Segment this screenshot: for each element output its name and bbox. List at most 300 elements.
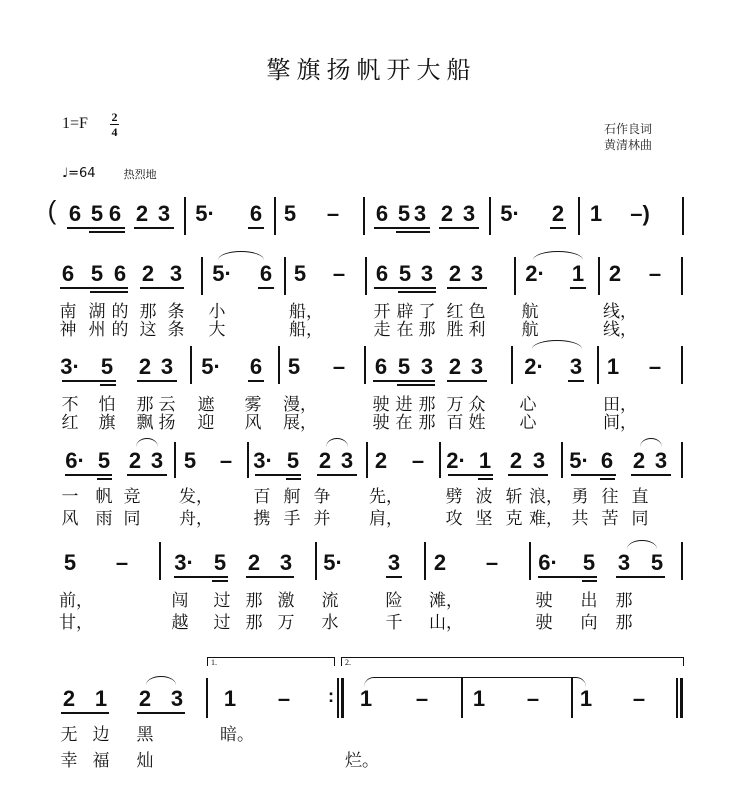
lyric: 千 (385, 613, 403, 633)
lyric: 闯 (171, 591, 189, 611)
expression-mark: 热烈地 (123, 168, 157, 181)
lyric: 坚 (475, 509, 493, 529)
underline (447, 287, 487, 289)
note: 3 (160, 354, 174, 379)
bar-line (424, 542, 426, 580)
note: 2 (138, 354, 152, 379)
underline (60, 287, 128, 289)
lyric: 苦 (601, 509, 619, 529)
underline (373, 380, 435, 382)
bar-line (681, 346, 683, 384)
note: 5· (195, 201, 215, 226)
score-system-intro (0, 195, 743, 240)
note: 2 (318, 448, 332, 473)
lyric: 遮 (197, 395, 215, 415)
lyric: 利 (468, 320, 486, 340)
note: – (219, 448, 233, 473)
lyric: 驶 (535, 591, 553, 611)
underline (97, 478, 112, 480)
note: 5 (283, 201, 297, 226)
time-signature (110, 111, 119, 138)
credits (604, 121, 652, 153)
note: 1 (579, 686, 593, 711)
lyric: 越 (171, 613, 189, 633)
volta-label: 1. (211, 658, 217, 667)
lyric: 竞 (123, 487, 141, 507)
bar-line (274, 197, 276, 235)
lyric: 线， (603, 302, 637, 322)
volta-label: 2. (345, 658, 351, 667)
lyric: 进 (395, 395, 413, 415)
note: 6 (374, 354, 388, 379)
key-signature: 1=F (62, 115, 88, 132)
note: 3 (413, 201, 427, 226)
note: 3 (340, 448, 354, 473)
note: – (326, 201, 340, 226)
note: 2 (141, 261, 155, 286)
note: 5 (397, 201, 411, 226)
note: 5· (212, 261, 232, 286)
note: 5 (213, 550, 227, 575)
score-system-3 (0, 428, 743, 529)
note: 6 (375, 201, 389, 226)
lyricist: 石作良词 (604, 122, 653, 136)
note: 3 (169, 261, 183, 286)
score-system-5 (0, 650, 743, 780)
underline (248, 380, 264, 382)
note: 6 (108, 201, 122, 226)
bar-line (247, 442, 249, 478)
bar-line (681, 542, 683, 580)
slur (136, 438, 158, 447)
lyric: 前， (59, 591, 93, 611)
note: 2 (128, 448, 142, 473)
note: 6 (113, 261, 127, 286)
underline (374, 287, 436, 289)
slur (627, 540, 657, 549)
lyric: 间， (603, 413, 637, 433)
lyric: 心 (519, 413, 537, 433)
lyric: 漫， (283, 395, 317, 415)
lyric: 攻 (445, 509, 463, 529)
lyric: 山， (429, 613, 463, 633)
underline (616, 576, 665, 578)
note: 3· (60, 354, 80, 379)
note: 2 (247, 550, 261, 575)
bar-line (571, 678, 573, 718)
lyric: 滩， (429, 591, 463, 611)
underline (631, 474, 671, 476)
note: 6 (375, 261, 389, 286)
lyric: 直 (631, 487, 649, 507)
bar-line (681, 442, 683, 478)
underline (286, 478, 301, 480)
lyric: 同 (631, 509, 649, 529)
bar-line (284, 257, 286, 295)
lyric: 险 (385, 591, 403, 611)
lyric: 驶 (535, 613, 553, 633)
lyric: 暗。 (220, 725, 254, 745)
note: 5 (63, 550, 77, 575)
note: 5· (500, 201, 520, 226)
bar-line (190, 346, 192, 384)
final-bar-line (676, 678, 678, 718)
underline (478, 478, 493, 480)
note: 2· (524, 354, 544, 379)
note: 2 (62, 686, 76, 711)
lyric: 色 (468, 302, 486, 322)
note: 5 (90, 201, 104, 226)
bar-line (682, 197, 684, 235)
bar-line (561, 442, 563, 478)
underline (447, 380, 487, 382)
note: – (485, 550, 499, 575)
bar-line (439, 442, 441, 478)
note: 1 (359, 686, 373, 711)
lyric: 雾 (244, 395, 262, 415)
note: 1 (571, 261, 585, 286)
underline (571, 474, 616, 476)
lyric: 了 (418, 302, 436, 322)
lyric: 田， (603, 395, 637, 415)
note: 2· (446, 448, 466, 473)
lyric: 那 (615, 613, 633, 633)
lyric: 那 (245, 591, 263, 611)
underline (397, 384, 435, 386)
lyric: 云 (158, 395, 176, 415)
note: 5 (286, 448, 300, 473)
note: 5· (323, 550, 343, 575)
note: 3 (470, 261, 484, 286)
note: 5· (569, 448, 589, 473)
note: 3 (569, 354, 583, 379)
lyric: 勇 (571, 487, 589, 507)
underline (140, 287, 184, 289)
lyric: 肩， (369, 509, 403, 529)
underline (67, 227, 125, 229)
note: 2 (433, 550, 447, 575)
lyric: 的 (111, 320, 129, 340)
underline (61, 712, 109, 714)
volta-bracket-2 (341, 657, 684, 666)
underline (550, 227, 566, 229)
lyric: 驶 (372, 413, 390, 433)
note: 5 (397, 354, 411, 379)
note: 1 (223, 686, 237, 711)
note: 2 (135, 201, 149, 226)
note: 2 (448, 354, 462, 379)
lyric: 边 (92, 725, 110, 745)
lyric: 开 (373, 302, 391, 322)
note: 3 (617, 550, 631, 575)
time-numerator: 2 (111, 110, 118, 124)
note: 3 (654, 448, 668, 473)
lyric: 风 (61, 509, 79, 529)
lyric: 烂。 (345, 751, 379, 771)
slur (146, 676, 176, 685)
underline (174, 576, 228, 578)
lyric: 浪， (529, 487, 563, 507)
slur (532, 340, 582, 349)
note: 5 (650, 550, 664, 575)
note: 1 (606, 354, 620, 379)
lyric: 往 (601, 487, 619, 507)
lyric: 过 (213, 591, 231, 611)
underline (448, 474, 493, 476)
underline (137, 380, 177, 382)
underline (568, 380, 584, 382)
underline (212, 580, 228, 582)
lyric: 红 (61, 413, 79, 433)
underline (570, 287, 586, 289)
bar-line (597, 346, 599, 384)
lyric: 飘 (136, 413, 154, 433)
lyric: 劈 (445, 487, 463, 507)
lyric: 怕 (98, 395, 116, 415)
note: 5 (183, 448, 197, 473)
bar-line (206, 678, 208, 718)
note: 3· (253, 448, 273, 473)
bar-line (174, 442, 176, 478)
lyric: 斩 (505, 487, 523, 507)
score-system-2 (0, 340, 743, 433)
note: 6 (61, 261, 75, 286)
note: 1 (589, 201, 603, 226)
lyric: 红 (446, 302, 464, 322)
lyric: 过 (213, 613, 231, 633)
note: 6 (600, 448, 614, 473)
note: 2 (138, 686, 152, 711)
lyric: 出 (580, 591, 598, 611)
lyric: 航 (521, 302, 539, 322)
note: 1 (478, 448, 492, 473)
note: 5 (287, 354, 301, 379)
lyric: 在 (395, 413, 413, 433)
lyric: 姓 (468, 413, 486, 433)
lyric: 万 (446, 395, 464, 415)
lyric: 湖 (88, 302, 106, 322)
lyric: 那 (615, 591, 633, 611)
lyric: 福 (92, 751, 110, 771)
lyric: 展， (283, 413, 317, 433)
bar-line (511, 346, 513, 384)
note: 3 (157, 201, 171, 226)
underline (127, 474, 167, 476)
note: 5 (90, 261, 104, 286)
lyric: 一 (61, 487, 79, 507)
underline (374, 227, 430, 229)
bar-line (278, 346, 280, 384)
lyric: 那 (418, 395, 436, 415)
underline (396, 231, 430, 233)
lyric: 百 (446, 413, 464, 433)
note: 5 (398, 261, 412, 286)
note: 2 (448, 261, 462, 286)
lyric: 向 (580, 613, 598, 633)
lyric: 发， (179, 487, 213, 507)
underline (317, 474, 357, 476)
note: 3 (387, 550, 401, 575)
lyric: 条 (167, 320, 185, 340)
lyric: 线， (603, 320, 637, 340)
lyric: 小 (208, 302, 226, 322)
note: 1 (472, 686, 486, 711)
lyric: 帆 (95, 487, 113, 507)
lyric: 风 (244, 413, 262, 433)
note: 5 (97, 448, 111, 473)
note: 6 (249, 201, 263, 226)
underline (439, 227, 479, 229)
lyric: 船， (289, 302, 323, 322)
underline (89, 231, 125, 233)
lyric: 同 (123, 509, 141, 529)
lyric: 万 (277, 613, 295, 633)
lyric: 神 (59, 320, 77, 340)
note: – (332, 261, 346, 286)
lyric: 驶 (372, 395, 390, 415)
lyric: 扬 (158, 413, 176, 433)
lyric: 那 (136, 395, 154, 415)
lyric: 先， (369, 487, 403, 507)
lyric: 水 (321, 613, 339, 633)
note: – (415, 686, 429, 711)
note: 6· (538, 550, 558, 575)
note: 2 (551, 201, 565, 226)
open-paren: ( (47, 195, 57, 225)
bar-line (529, 542, 531, 580)
note: 1 (94, 686, 108, 711)
note: 2 (632, 448, 646, 473)
underline (90, 291, 128, 293)
bar-line (201, 257, 203, 295)
lyric: 条 (167, 302, 185, 322)
lyric: 舟， (179, 509, 213, 529)
lyric: 的 (111, 302, 129, 322)
lyric: 那 (245, 613, 263, 633)
lyric: 幸 (60, 751, 78, 771)
lyric: 船， (289, 320, 323, 340)
volta-bracket-1 (207, 657, 335, 666)
time-denominator: 4 (111, 125, 118, 139)
bar-line (365, 257, 367, 295)
lyric: 共 (571, 509, 589, 529)
bar-line (366, 442, 368, 478)
underline (246, 576, 294, 578)
slur (533, 251, 583, 260)
final-bar-line (680, 678, 683, 718)
lyric: 克 (505, 509, 523, 529)
lyric: 甘， (59, 613, 93, 633)
lyric: 大 (208, 320, 226, 340)
underline (137, 712, 185, 714)
underline (582, 580, 597, 582)
note: 3 (170, 686, 184, 711)
lyric: 难， (529, 509, 563, 529)
lyric: 州 (88, 320, 106, 340)
repeat-dots: : (328, 686, 334, 706)
note: – (632, 686, 646, 711)
underline (65, 474, 112, 476)
note: 3 (470, 354, 484, 379)
bar-line (489, 197, 491, 235)
lyric: 辟 (396, 302, 414, 322)
bar-line (315, 542, 317, 580)
note: 3 (420, 261, 434, 286)
underline (508, 474, 548, 476)
lyric: 不 (61, 395, 79, 415)
bar-line (681, 257, 683, 295)
note: – (411, 448, 425, 473)
lyric: 旗 (98, 413, 116, 433)
lyric: 黑 (136, 725, 154, 745)
bar-line (461, 678, 463, 718)
tempo-marking (62, 166, 157, 182)
underline (62, 380, 116, 382)
lyric: 无 (60, 725, 78, 745)
bar-line (159, 542, 161, 580)
note: 2 (509, 448, 523, 473)
lyric: 波 (475, 487, 493, 507)
bar-line (364, 346, 366, 384)
note: 3 (462, 201, 476, 226)
bar-line (184, 197, 186, 235)
note: 2 (440, 201, 454, 226)
lyric: 百 (253, 487, 271, 507)
note: 3· (174, 550, 194, 575)
underline (134, 227, 174, 229)
lyric: 灿 (136, 751, 154, 771)
lyric: 携 (253, 509, 271, 529)
underline (600, 478, 615, 480)
note: – (648, 354, 662, 379)
composer: 黄清林曲 (604, 138, 653, 152)
lyric: 激 (277, 591, 295, 611)
note: 5 (100, 354, 114, 379)
lyric: 舸 (283, 487, 301, 507)
lyric: 胜 (446, 320, 464, 340)
bar-line (363, 197, 365, 235)
note: –) (630, 201, 650, 226)
lyric: 手 (283, 509, 301, 529)
underline (386, 576, 402, 578)
note: 6 (259, 261, 273, 286)
note: – (526, 686, 540, 711)
underline (398, 291, 436, 293)
song-title: 擎旗扬帆开大船 (266, 56, 477, 84)
note: – (277, 686, 291, 711)
lyric: 迎 (197, 413, 215, 433)
bar-line (578, 197, 580, 235)
lyric: 在 (396, 320, 414, 340)
note: 5 (293, 261, 307, 286)
note: 3 (420, 354, 434, 379)
score-system-1 (0, 245, 743, 340)
lyric: 争 (313, 487, 331, 507)
lyric: 流 (321, 591, 339, 611)
underline (255, 474, 301, 476)
lyric: 走 (373, 320, 391, 340)
lyric: 雨 (95, 509, 113, 529)
bar-line (598, 257, 600, 295)
lyric: 南 (59, 302, 77, 322)
lyric: 众 (468, 395, 486, 415)
lyric: 航 (521, 320, 539, 340)
note: 2 (374, 448, 388, 473)
note: 6 (68, 201, 82, 226)
lyric: 心 (519, 395, 537, 415)
tempo-value: ♩=64 (62, 166, 96, 181)
underline (248, 227, 264, 229)
